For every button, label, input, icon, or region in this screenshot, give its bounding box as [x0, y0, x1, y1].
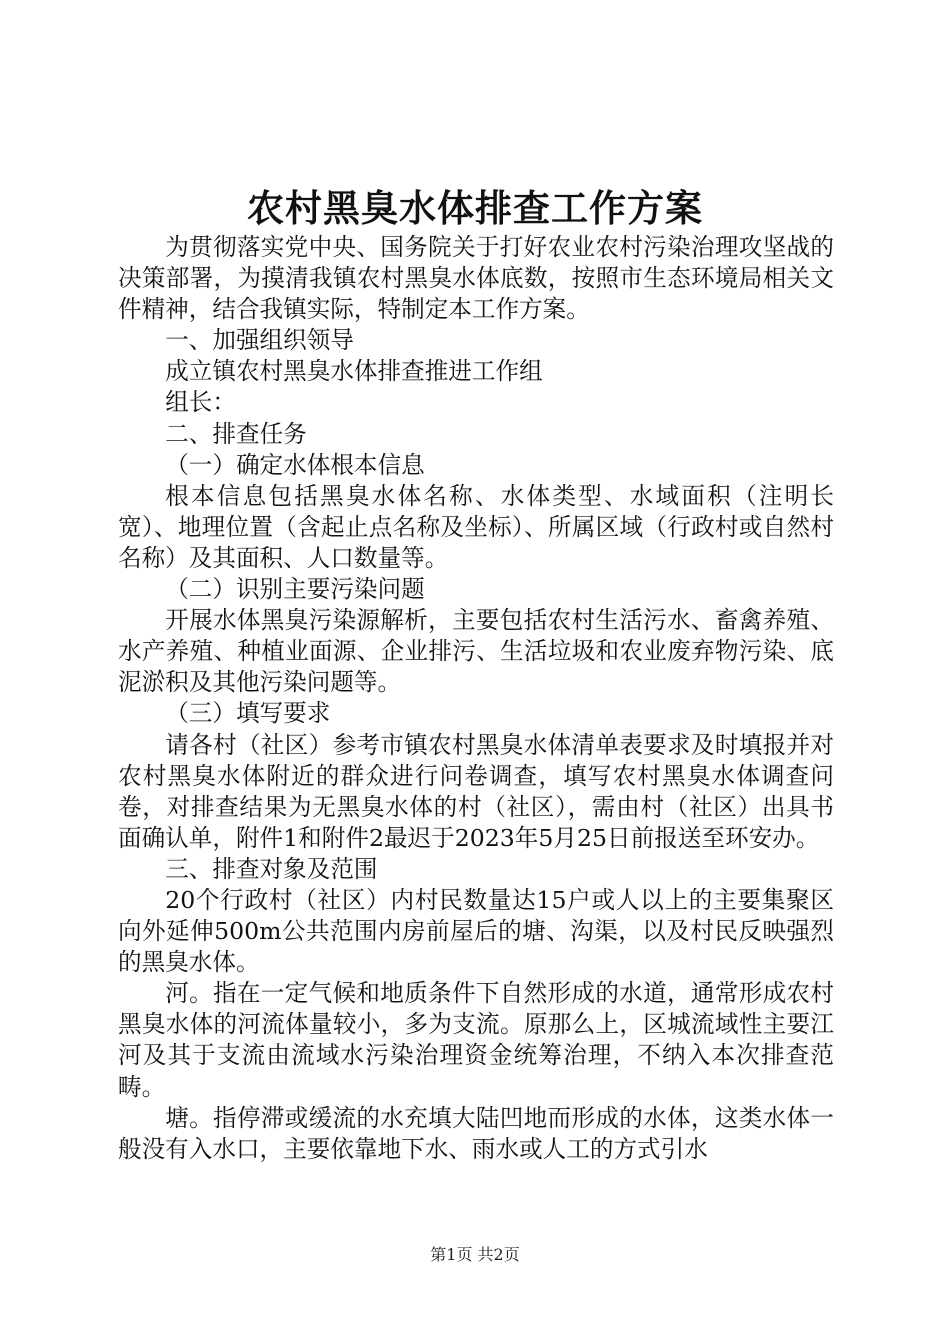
section-heading-2: 二、排查任务 — [165, 419, 307, 448]
page-footer: 第1页 共2页 — [430, 1245, 520, 1264]
subsection-heading: （一）确定水体根本信息 — [165, 450, 425, 479]
section-heading-1: 一、加强组织领导 — [165, 326, 354, 355]
paragraph: 组长： — [165, 388, 236, 417]
section-heading-3: 三、排查对象及范围 — [165, 854, 378, 883]
paragraph: 20个行政村（社区）内村民数量达15户或人以上的主要集聚区向外延伸500m公共范围内房前屋后的塘、沟渠，以及村民反映强烈的黑臭水体。 — [118, 885, 834, 977]
subsection-heading: （二）识别主要污染问题 — [165, 575, 425, 604]
subsection-heading: （三）填写要求 — [165, 699, 331, 728]
paragraph: 河。指在一定气候和地质条件下自然形成的水道，通常形成农村黑臭水体的河流体量较小，多为支流。原那么上，区城流域性主要江河及其于支流由流域水污染治理资金统筹治理，不纳入本次排查范畴。 — [118, 979, 834, 1101]
document-title: 农村黑臭水体排查工作方案 — [247, 186, 703, 230]
paragraph: 根本信息包括黑臭水体名称、水体类型、水域面积（注明长宽）、地理位置（含起止点名称及坐标）、所属区域（行政村或自然村名称）及其面积、人口数量等。 — [118, 481, 834, 572]
paragraph: 成立镇农村黑臭水体排查推进工作组 — [165, 357, 543, 386]
paragraph: 塘。指停滞或缓流的水充填大陆凹地而形成的水体，这类水体一般没有入水口，主要依靠地下水、雨水或人工的方式引水 — [118, 1103, 834, 1163]
document-body — [118, 232, 834, 1165]
intro-paragraph: 为贯彻落实党中央、国务院关于打好农业农村污染治理攻坚战的决策部署，为摸清我镇农村黑臭水体底数，按照市生态环境局相关文件精神，结合我镇实际，特制定本工作方案。 — [118, 233, 834, 324]
paragraph: 开展水体黑臭污染源解析，主要包括农村生活污水、畜禽养殖、水产养殖、种植业面源、企业排污、生活垃圾和农业废弃物污染、底泥淤积及其他污染问题等。 — [118, 606, 834, 697]
paragraph: 请各村（社区）参考市镇农村黑臭水体清单表要求及时填报并对农村黑臭水体附近的群众进行问卷调查，填写农村黑臭水体调查问卷，对排查结果为无黑臭水体的村（社区），需由村（社区）出具书面确认单，附件1和附件2最迟于2023年5月25日前报送至环安办。 — [118, 730, 834, 852]
